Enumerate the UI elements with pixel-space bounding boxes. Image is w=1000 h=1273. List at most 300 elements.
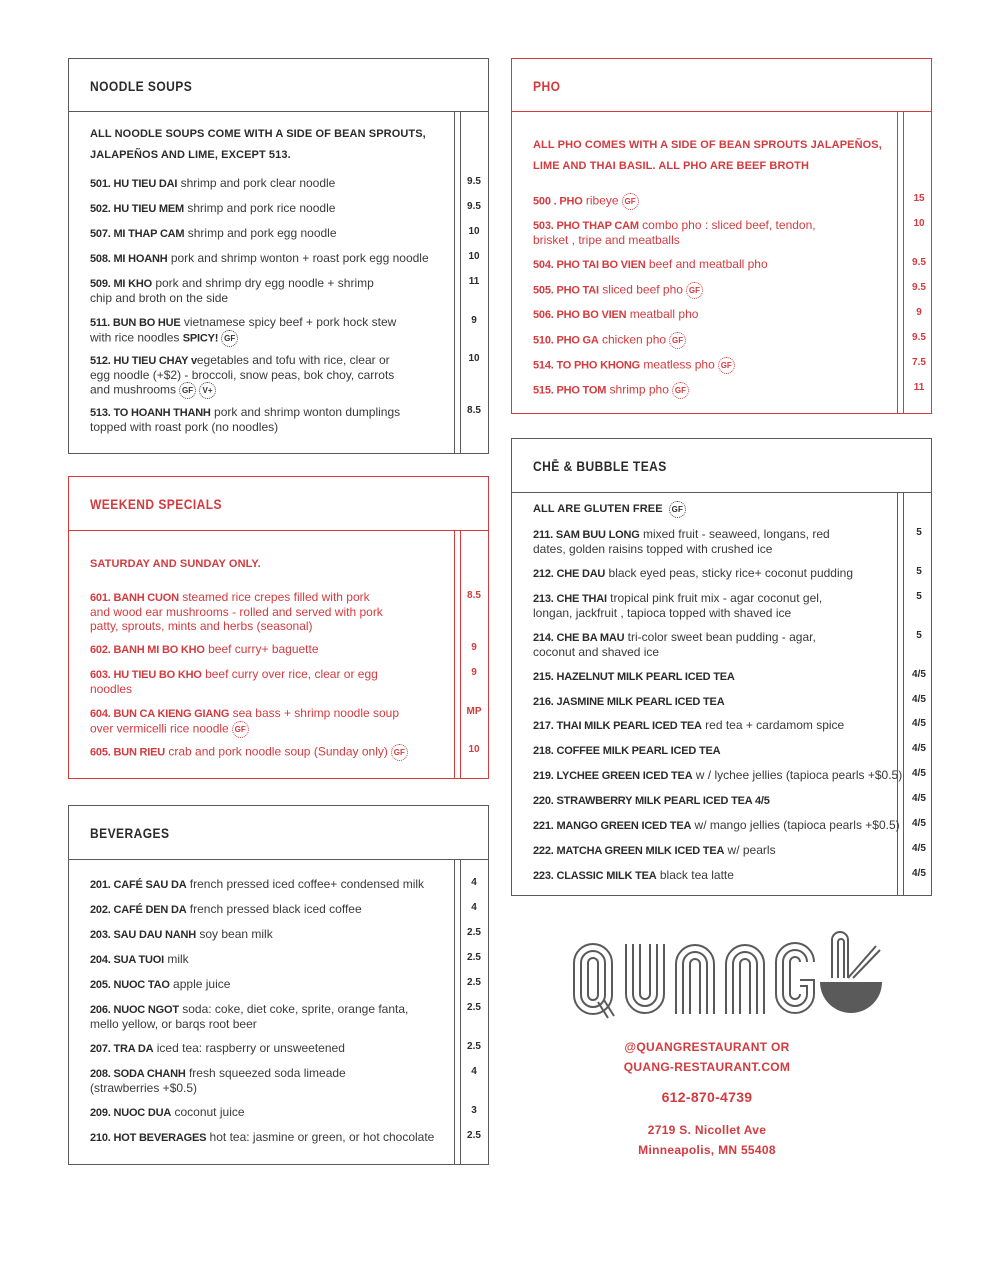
- item-line: [90, 1041, 345, 1056]
- item-name: 209. NUOC DUA: [90, 1107, 172, 1119]
- item-line: [90, 315, 396, 330]
- price-column-divider: [454, 531, 455, 778]
- item-description: brisket , tripe and meatballs: [533, 233, 680, 247]
- item-line: [533, 718, 844, 733]
- item-description: (strawberries +$0.5): [90, 1081, 198, 1095]
- item-line: [90, 952, 189, 967]
- item-description: milk: [164, 952, 189, 966]
- item-price: 9.5: [912, 257, 926, 268]
- item-name: 505. PHO TAI: [533, 284, 599, 297]
- item-description: w/ pearls: [724, 843, 776, 857]
- item-line: [90, 353, 394, 368]
- item-name: 220. STRAWBERRY MILK PEARL ICED TEA 4/5: [533, 795, 770, 807]
- item-price: 4/5: [912, 694, 926, 705]
- note-line: ALL ARE GLUTEN FREE: [533, 503, 663, 515]
- che-bubble-teas-section: [511, 438, 932, 896]
- item-line: [90, 877, 424, 892]
- item-line: [533, 382, 689, 399]
- section-title: NOODLE SOUPS: [90, 78, 193, 94]
- item-price: MP: [466, 706, 482, 717]
- item-price: 4/5: [912, 843, 926, 854]
- item-line: [90, 291, 374, 305]
- item-name: 208. SODA CHANH: [90, 1068, 186, 1080]
- address-line: Minneapolis, MN 55408: [638, 1143, 776, 1157]
- item-description: w/ mango jellies (tapioca pearls +$0.5): [691, 818, 900, 832]
- item-description: beef curry+ baguette: [204, 642, 319, 656]
- item-name: 212. CHE DAU: [533, 568, 606, 580]
- gluten-free-badge: GF: [221, 330, 238, 347]
- item-price: 7.5: [912, 357, 926, 368]
- item-name: 210. HOT BEVERAGES: [90, 1132, 207, 1144]
- menu-item: [90, 952, 189, 967]
- item-description: with rice noodles: [90, 330, 183, 345]
- item-name: 509. MI KHO: [90, 278, 152, 290]
- item-price: 4/5: [912, 669, 926, 680]
- item-price: 10: [468, 353, 480, 364]
- item-description: soy bean milk: [196, 927, 273, 941]
- item-line: [533, 357, 735, 374]
- section-header: [512, 59, 931, 112]
- menu-item: [533, 566, 853, 581]
- gluten-free-badge: GF: [718, 357, 735, 374]
- item-price: 4/5: [912, 793, 926, 804]
- item-price: 4: [471, 902, 477, 913]
- item-price: 9: [916, 307, 922, 318]
- item-description: pork and shrimp dry egg noodle + shrimp: [152, 276, 374, 290]
- item-name: 602. BANH MI BO KHO: [90, 644, 205, 656]
- item-description: over vermicelli rice noodle: [90, 721, 229, 736]
- item-name: 514. TO PHO KHONG: [533, 359, 641, 372]
- item-line: [90, 226, 337, 241]
- gluten-free-badge: GF: [669, 501, 686, 518]
- item-name: 221. MANGO GREEN ICED TEA: [533, 820, 692, 832]
- contact-info: [612, 1037, 802, 1077]
- item-price: 2.5: [467, 977, 481, 988]
- menu-item: [90, 706, 399, 738]
- item-line: [90, 1130, 434, 1145]
- noodle-soups-section: [68, 58, 489, 454]
- item-description: and mushrooms: [90, 382, 177, 397]
- item-description: french pressed black iced coffee: [186, 902, 362, 916]
- item-name: 207. TRA DA: [90, 1043, 154, 1055]
- item-line: [533, 669, 735, 684]
- item-name: 218. COFFEE MILK PEARL ICED TEA: [533, 745, 721, 757]
- spicy-label: SPICY!: [182, 332, 219, 345]
- menu-item: [90, 1105, 245, 1120]
- item-price: 11: [913, 382, 925, 393]
- menu-item: [90, 176, 335, 191]
- item-description: crab and pork noodle soup (Sunday only): [165, 744, 388, 759]
- item-line: [533, 818, 900, 833]
- item-description: sliced beef pho: [598, 282, 683, 297]
- item-description: apple juice: [169, 977, 231, 991]
- menu-item: [533, 257, 768, 272]
- item-price: 4: [471, 1066, 477, 1077]
- menu-item: [533, 669, 735, 684]
- item-line: [533, 282, 703, 299]
- menu-item: [90, 405, 400, 434]
- item-price: 9: [471, 642, 477, 653]
- item-name: 500 . PHO: [533, 195, 583, 208]
- item-price: 8.5: [467, 405, 481, 416]
- menu-item: [533, 193, 639, 210]
- item-description: chip and broth on the side: [90, 291, 229, 305]
- item-name: 222. MATCHA GREEN MILK ICED TEA: [533, 845, 725, 857]
- menu-item: [533, 793, 770, 808]
- item-description: shrimp and pork clear noodle: [177, 176, 336, 190]
- quang-wordmark-graphic: [570, 922, 890, 1032]
- menu-item: [533, 718, 844, 733]
- item-line: [533, 630, 816, 645]
- item-price: 3: [471, 1105, 477, 1116]
- weekend-specials-section: [68, 476, 489, 779]
- item-description: mello yellow, or barqs root beer: [90, 1017, 257, 1031]
- menu-item: [533, 743, 720, 758]
- item-description: tri-color sweet bean pudding - agar,: [624, 630, 816, 644]
- address-line: 2719 S. Nicollet Ave: [647, 1123, 767, 1137]
- menu-item: [533, 527, 830, 556]
- item-price: 9.5: [912, 332, 926, 343]
- phone-number[interactable]: 612-870-4739: [661, 1089, 753, 1105]
- item-price: 5: [916, 527, 922, 538]
- item-line: [533, 193, 639, 210]
- item-line: [533, 793, 770, 808]
- item-price: 2.5: [467, 927, 481, 938]
- item-description: black tea latte: [656, 868, 734, 882]
- menu-item: [533, 818, 900, 833]
- item-description: topped with roast pork (no noodles): [90, 420, 279, 434]
- menu-item: [90, 1041, 345, 1056]
- menu-item: [90, 744, 408, 761]
- item-line: [90, 201, 335, 216]
- address: [612, 1120, 802, 1160]
- item-description: iced tea: raspberry or unsweetened: [153, 1041, 345, 1055]
- menu-item: [90, 977, 230, 992]
- item-price: 2.5: [467, 1041, 481, 1052]
- section-header: [69, 477, 488, 531]
- menu-item: [533, 357, 735, 374]
- item-line: [90, 605, 383, 619]
- item-line: [90, 706, 399, 721]
- menu-item: [533, 332, 686, 349]
- item-line: [90, 682, 378, 696]
- item-name: 214. CHE BA MAU: [533, 632, 625, 644]
- item-price: 4/5: [912, 868, 926, 879]
- item-name: 223. CLASSIC MILK TEA: [533, 870, 657, 882]
- note-line: LIME AND THAI BASIL. ALL PHO ARE BEEF BROTH: [533, 160, 810, 172]
- section-title: BEVERAGES: [90, 825, 170, 841]
- item-description: sea bass + shrimp noodle soup: [229, 706, 400, 720]
- item-description: meatball pho: [626, 307, 699, 321]
- section-title: PHO: [533, 78, 561, 94]
- item-name: 601. BANH CUON: [90, 592, 179, 604]
- item-name: 512. HU TIEU CHAY v: [90, 355, 197, 367]
- item-price: 11: [468, 276, 480, 287]
- item-price: 5: [916, 566, 922, 577]
- menu-item: [533, 843, 776, 858]
- item-price: 4/5: [912, 743, 926, 754]
- item-price: 2.5: [467, 1130, 481, 1141]
- item-line: [533, 218, 816, 233]
- item-line: [90, 251, 429, 266]
- item-line: [533, 527, 830, 542]
- item-description: black eyed peas, sticky rice+ coconut pudding: [605, 566, 853, 580]
- menu-item: [90, 877, 424, 892]
- item-name: 204. SUA TUOI: [90, 954, 165, 966]
- gluten-free-badge: GF: [669, 332, 686, 349]
- item-name: 502. HU TIEU MEM: [90, 203, 184, 215]
- item-description: coconut juice: [171, 1105, 245, 1119]
- item-name: 217. THAI MILK PEARL ICED TEA: [533, 720, 702, 732]
- menu-item: [533, 591, 822, 620]
- item-line: [90, 1081, 346, 1095]
- item-line: [90, 1105, 245, 1120]
- section-header: [69, 806, 488, 860]
- item-name: 215. HAZELNUT MILK PEARL ICED TEA: [533, 671, 735, 683]
- item-description: and wood ear mushrooms - rolled and served with pork: [90, 605, 383, 619]
- item-description: shrimp pho: [606, 382, 669, 397]
- item-description: patty, sprouts, mints and herbs (seasonal): [90, 619, 313, 633]
- item-price: 2.5: [467, 952, 481, 963]
- gluten-free-badge: GF: [686, 282, 703, 299]
- item-price: 15: [913, 193, 925, 204]
- item-price: 4/5: [912, 818, 926, 829]
- item-line: [90, 276, 374, 291]
- item-line: [90, 977, 230, 992]
- menu-item: [90, 1130, 434, 1145]
- item-name: 219. LYCHEE GREEN ICED TEA: [533, 770, 693, 782]
- gluten-free-badge: GF: [672, 382, 689, 399]
- note-line: ALL PHO COMES WITH A SIDE OF BEAN SPROUTS JALAPEÑOS,: [533, 139, 882, 151]
- item-description: ribeye: [582, 193, 619, 208]
- gluten-free-badge: GF: [179, 382, 196, 399]
- item-line: [90, 902, 362, 917]
- item-line: [90, 927, 273, 942]
- note-line: JALAPEÑOS AND LIME, EXCEPT 513.: [90, 149, 291, 161]
- menu-item: [90, 1002, 408, 1031]
- section-note: [90, 554, 261, 575]
- item-description: tropical pink fruit mix - agar coconut gel,: [606, 591, 823, 605]
- item-description: noodles: [90, 682, 133, 696]
- social-handle: @QUANGRESTAURANT OR: [624, 1040, 790, 1054]
- item-line: [90, 1017, 408, 1031]
- section-title: WEEKEND SPECIALS: [90, 496, 222, 512]
- item-price: 10: [468, 744, 480, 755]
- item-description: vietnamese spicy beef + pork hock stew: [180, 315, 397, 329]
- item-name: 506. PHO BO VIEN: [533, 309, 627, 321]
- menu-item: [533, 768, 902, 783]
- item-line: [533, 257, 768, 272]
- item-line: [90, 368, 394, 382]
- item-line: [533, 332, 686, 349]
- price-column-divider: [460, 531, 461, 778]
- item-name: 503. PHO THAP CAM: [533, 220, 639, 232]
- item-description: meatless pho: [640, 357, 715, 372]
- item-price: 8.5: [467, 590, 481, 601]
- pho-section: [511, 58, 932, 414]
- item-description: longan, jackfruit , tapioca topped with shaved ice: [533, 606, 792, 620]
- menu-item: [90, 315, 396, 347]
- price-column-divider: [897, 112, 898, 413]
- item-name: 216. JASMINE MILK PEARL ICED TEA: [533, 696, 725, 708]
- item-line: [533, 307, 698, 322]
- website-link[interactable]: QUANG-RESTAURANT.COM: [623, 1060, 791, 1074]
- menu-item: [90, 1066, 346, 1095]
- item-line: [533, 843, 776, 858]
- item-description: dates, golden raisins topped with crushed ice: [533, 542, 773, 556]
- item-name: 605. BUN RIEU: [90, 746, 166, 759]
- item-line: [533, 645, 816, 659]
- item-name: 510. PHO GA: [533, 334, 599, 347]
- menu-item: [90, 642, 319, 657]
- item-name: 511. BUN BO HUE: [90, 317, 181, 329]
- item-line: [90, 176, 335, 191]
- bowl-icon: [820, 982, 882, 1013]
- item-description: beef and meatball pho: [645, 257, 768, 271]
- price-column-divider: [903, 493, 904, 895]
- section-note: [90, 124, 426, 166]
- item-description: combo pho : sliced beef, tendon,: [638, 218, 816, 232]
- item-price: 5: [916, 591, 922, 602]
- menu-item: [90, 276, 374, 305]
- item-price: 2.5: [467, 1002, 481, 1013]
- note-line: SATURDAY AND SUNDAY ONLY.: [90, 558, 261, 570]
- menu-item: [533, 868, 734, 883]
- item-line: [533, 566, 853, 581]
- menu-item: [533, 218, 816, 247]
- item-line: [90, 382, 394, 399]
- item-line: [533, 868, 734, 883]
- gluten-free-badge: GF: [232, 721, 249, 738]
- item-description: beef curry over rice, clear or egg: [201, 667, 378, 681]
- item-line: [90, 619, 383, 633]
- menu-item: [90, 251, 429, 266]
- gluten-free-badge: GF: [391, 744, 408, 761]
- item-line: [533, 768, 902, 783]
- item-name: 604. BUN CA KIENG GIANG: [90, 708, 230, 720]
- item-name: 205. NUOC TAO: [90, 979, 170, 991]
- item-name: 202. CAFÉ DEN DA: [90, 904, 187, 916]
- item-line: [90, 1002, 408, 1017]
- item-line: [90, 420, 400, 434]
- menu-item: [90, 667, 378, 696]
- item-price: 4/5: [912, 718, 926, 729]
- menu-item: [533, 307, 698, 322]
- item-name: 201. CAFÉ SAU DA: [90, 879, 187, 891]
- vegan-badge: V+: [199, 382, 216, 399]
- item-line: [533, 591, 822, 606]
- item-name: 203. SAU DAU NANH: [90, 929, 197, 941]
- menu-item: [90, 201, 335, 216]
- price-column-divider: [903, 112, 904, 413]
- item-price: 9.5: [467, 201, 481, 212]
- item-line: [90, 744, 408, 761]
- item-price: 5: [916, 630, 922, 641]
- item-name: 508. MI HOANH: [90, 253, 168, 265]
- item-line: [533, 233, 816, 247]
- menu-item: [533, 282, 703, 299]
- item-name: 507. MI THAP CAM: [90, 228, 185, 240]
- price-column-divider: [897, 493, 898, 895]
- item-description: egetables and tofu with rice, clear or: [196, 353, 390, 367]
- price-column-divider: [454, 112, 455, 453]
- gluten-free-badge: GF: [622, 193, 639, 210]
- item-description: chicken pho: [598, 332, 667, 347]
- item-description: egg noodle (+$2) - broccoli, snow peas, bok choy, carrots: [90, 368, 395, 382]
- item-price: 4: [471, 877, 477, 888]
- item-name: 504. PHO TAI BO VIEN: [533, 259, 646, 271]
- item-line: [90, 667, 378, 682]
- item-description: red tea + cardamom spice: [701, 718, 845, 732]
- item-description: mixed fruit - seaweed, longans, red: [639, 527, 830, 541]
- item-price: 9: [471, 315, 477, 326]
- item-name: 515. PHO TOM: [533, 384, 607, 397]
- menu-item: [90, 353, 394, 399]
- section-note: [533, 499, 686, 520]
- item-line: [90, 642, 319, 657]
- item-description: pork and shrimp wonton + roast pork egg noodle: [167, 251, 429, 265]
- item-description: w / lychee jellies (tapioca pearls +$0.5): [692, 768, 903, 782]
- item-name: 213. CHE THAI: [533, 593, 607, 605]
- menu-item: [533, 694, 724, 709]
- item-line: [90, 590, 383, 605]
- price-column-divider: [454, 860, 455, 1164]
- menu-item: [533, 630, 816, 659]
- section-note: [533, 135, 882, 177]
- item-description: shrimp and pork egg noodle: [184, 226, 337, 240]
- item-name: 513. TO HOANH THANH: [90, 407, 211, 419]
- item-price: 9: [471, 667, 477, 678]
- item-price: 9.5: [467, 176, 481, 187]
- item-price: 4/5: [912, 768, 926, 779]
- item-description: steamed rice crepes filled with pork: [178, 590, 370, 604]
- menu-item: [90, 927, 273, 942]
- section-header: [512, 439, 931, 493]
- item-name: 211. SAM BUU LONG: [533, 529, 640, 541]
- item-line: [90, 721, 399, 738]
- menu-item: [90, 590, 383, 633]
- item-price: 10: [913, 218, 925, 229]
- item-line: [90, 330, 396, 347]
- quang-logo: [570, 922, 890, 1032]
- item-price: 10: [468, 251, 480, 262]
- item-line: [533, 694, 724, 709]
- menu-item: [90, 902, 362, 917]
- section-title: CHĒ & BUBBLE TEAS: [533, 458, 667, 474]
- section-header: [69, 59, 488, 112]
- item-description: shrimp and pork rice noodle: [184, 201, 336, 215]
- item-line: [90, 405, 400, 420]
- item-description: soda: coke, diet coke, sprite, orange fanta,: [178, 1002, 409, 1016]
- item-name: 603. HU TIEU BO KHO: [90, 669, 202, 681]
- note-line: ALL NOODLE SOUPS COME WITH A SIDE OF BEAN SPROUTS,: [90, 128, 426, 140]
- item-line: [90, 1066, 346, 1081]
- item-description: pork and shrimp wonton dumplings: [210, 405, 401, 419]
- item-price: 9.5: [912, 282, 926, 293]
- item-description: coconut and shaved ice: [533, 645, 660, 659]
- item-line: [533, 743, 720, 758]
- item-description: fresh squeezed soda limeade: [185, 1066, 346, 1080]
- beverages-section: [68, 805, 489, 1165]
- item-line: [533, 542, 830, 556]
- menu-item: [533, 382, 689, 399]
- item-name: 501. HU TIEU DAI: [90, 178, 178, 190]
- item-description: french pressed iced coffee+ condensed milk: [186, 877, 425, 891]
- item-price: 10: [468, 226, 480, 237]
- item-name: 206. NUOC NGOT: [90, 1004, 179, 1016]
- menu-item: [90, 226, 337, 241]
- item-line: [533, 606, 822, 620]
